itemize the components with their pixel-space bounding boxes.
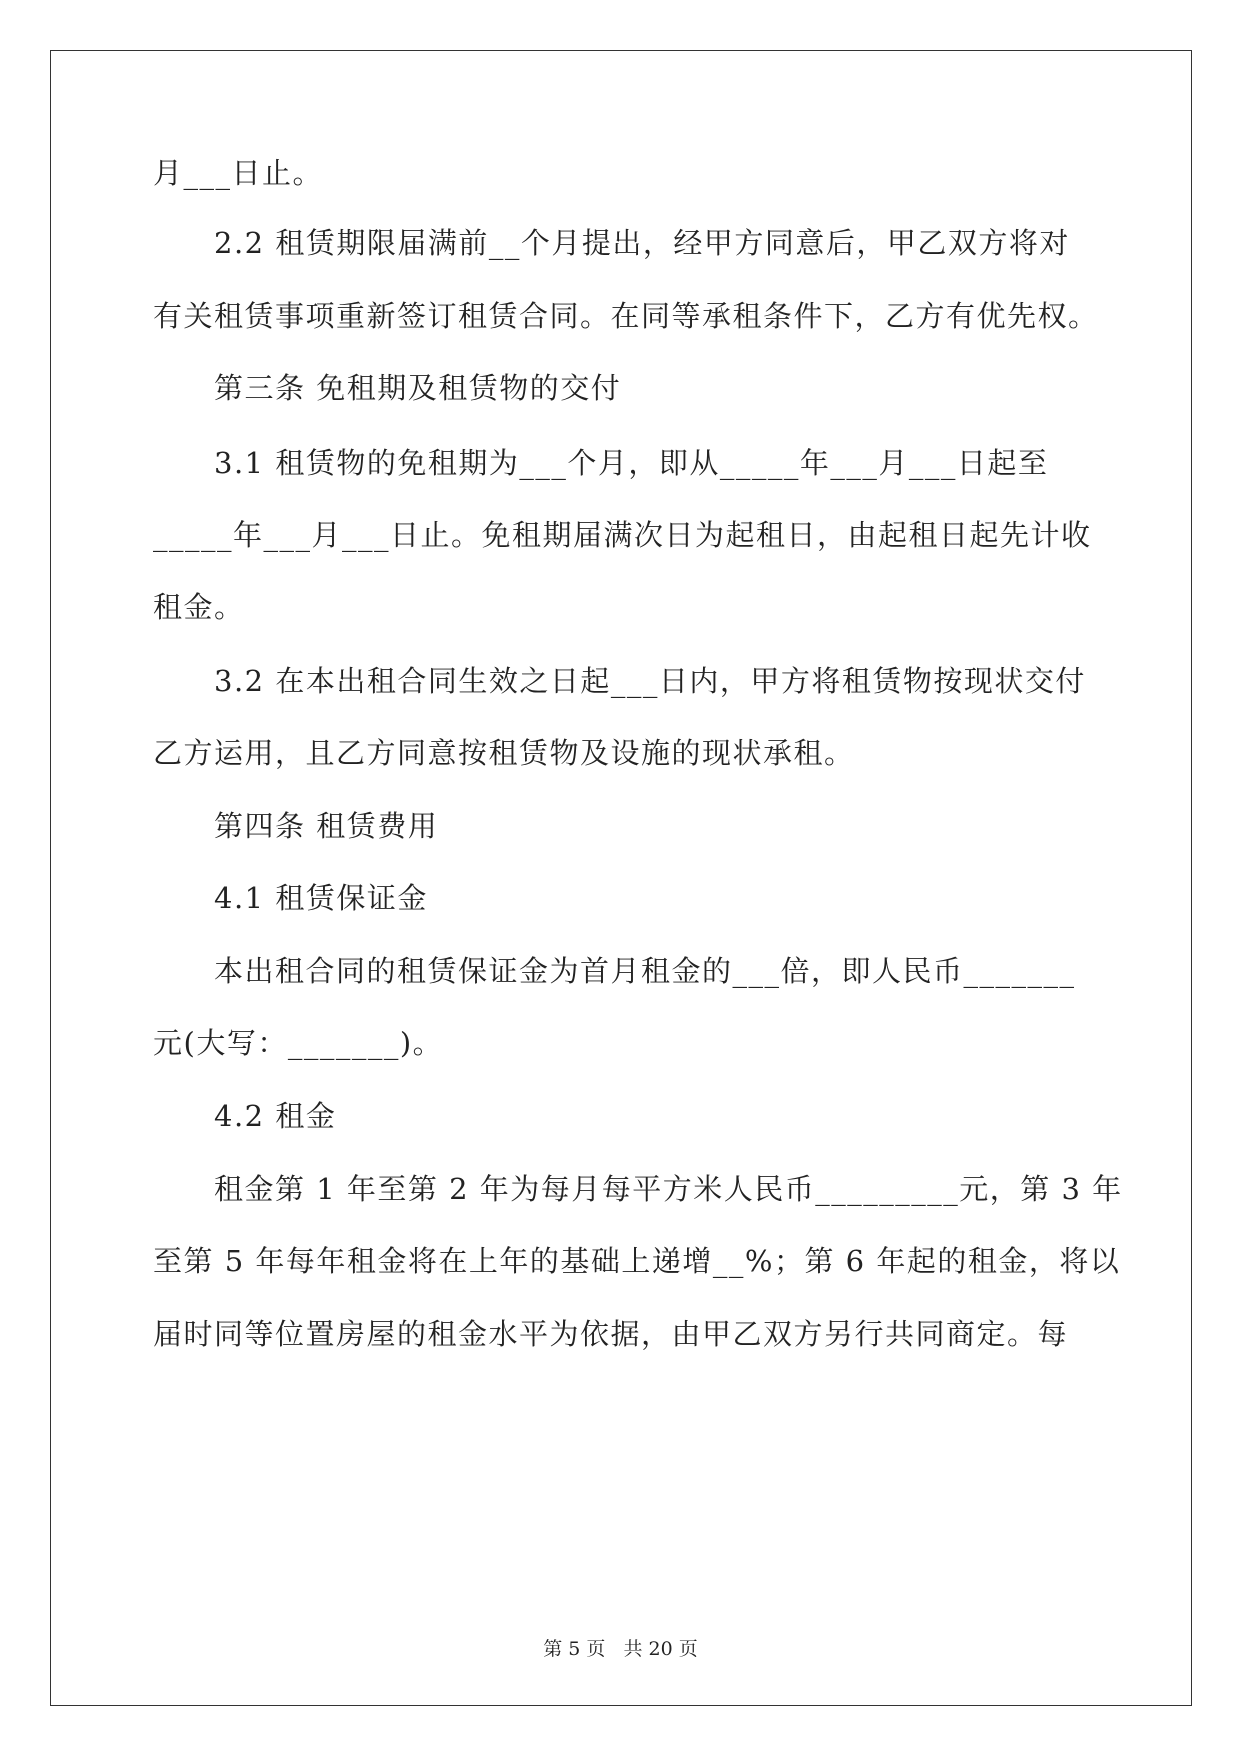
text-line: 有关租赁事项重新签订租赁合同。在同等承租条件下，乙方有优先权。 (153, 299, 1099, 333)
text-line: 元(大写：_______)。 (153, 1026, 444, 1060)
clause-2-2: 2.2 租赁期限届满前__个月提出，经甲方同意后，甲乙双方将对 (214, 226, 1070, 260)
text-line: 至第 5 年每年租金将在上年的基础上递增__%；第 6 年起的租金，将以 (153, 1244, 1121, 1278)
article-3-heading: 第三条 免租期及租赁物的交付 (214, 371, 622, 405)
rent-paragraph: 租金第 1 年至第 2 年为每月每平方米人民币_________元，第 3 年 (214, 1172, 1123, 1206)
page-number-footer: 第 5 页 共 20 页 (543, 1638, 698, 1660)
text-line: 乙方运用，且乙方同意按租赁物及设施的现状承租。 (153, 736, 855, 770)
text-line: _____年___月___日止。免租期届满次日为起租日，由起租日起先计收 (153, 518, 1092, 552)
text-line: 月___日止。 (153, 156, 324, 190)
clause-3-2: 3.2 在本出租合同生效之日起___日内，甲方将租赁物按现状交付 (214, 664, 1086, 698)
text-line: 租金。 (153, 590, 245, 624)
deposit-paragraph: 本出租合同的租赁保证金为首月租金的___倍，即人民币_______ (214, 954, 1076, 988)
clause-3-1: 3.1 租赁物的免租期为___个月，即从_____年___月___日起至 (214, 446, 1049, 480)
article-4-heading: 第四条 租赁费用 (214, 809, 439, 843)
clause-4-1-heading: 4.1 租赁保证金 (214, 881, 428, 915)
clause-4-2-heading: 4.2 租金 (214, 1099, 337, 1133)
text-line: 届时同等位置房屋的租金水平为依据，由甲乙双方另行共同商定。每 (153, 1317, 1069, 1351)
